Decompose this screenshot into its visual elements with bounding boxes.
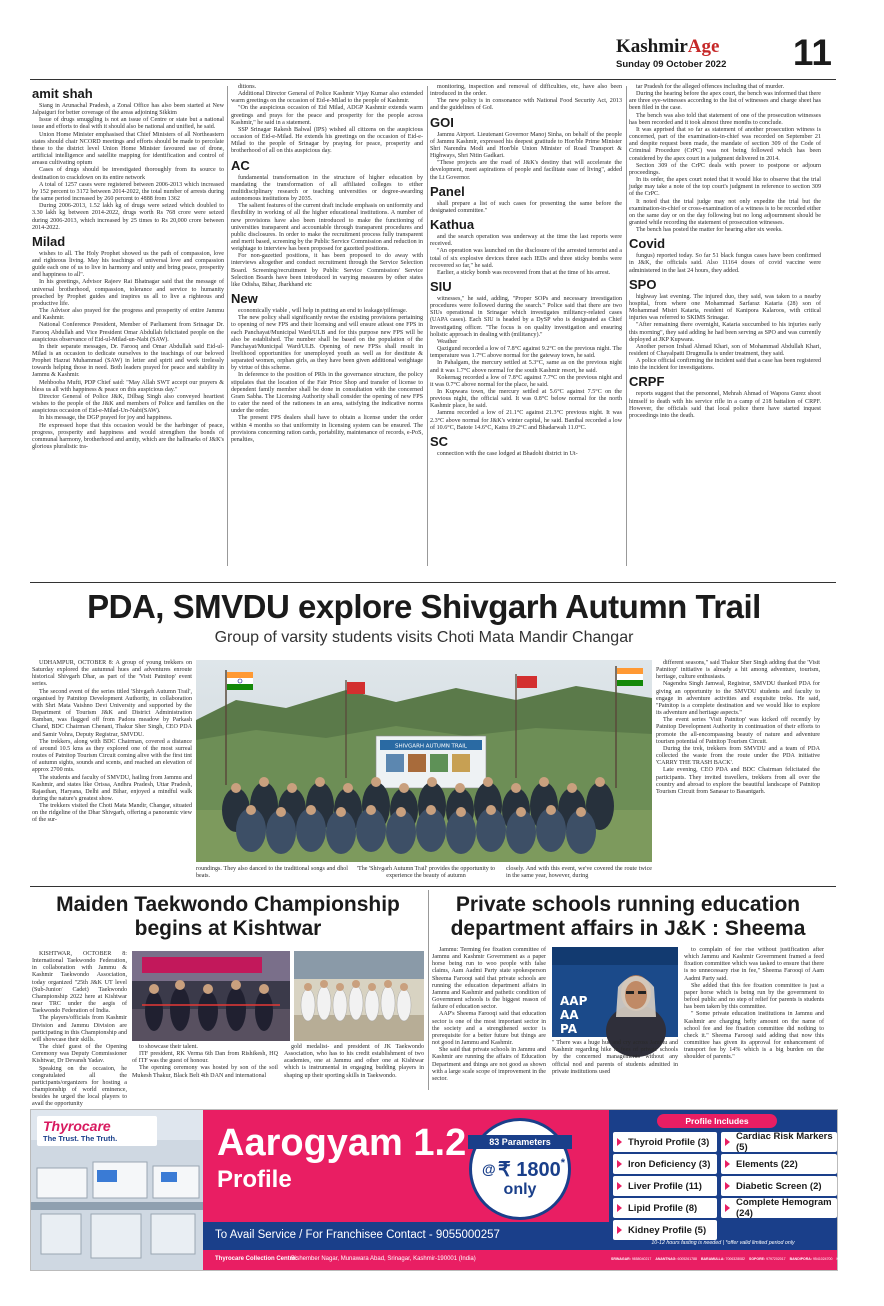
story2-headline-line2: begins at Kishtwar	[134, 917, 322, 940]
paragraph: In Kupwara town, the mercury settled at 5.6°C against 7.5°C on the previous night, the official said. It was 0.8°C below normal for the north Kashmir place, he said.	[430, 389, 622, 410]
paragraph: It noted that the trial judge may not only expedite the trial but the examination-in-chief or cross-examination of a witness is to be recorded either on the same day or on the day following but no long adjournment should be granted while recording the statement of prosecution witnesses.	[629, 198, 821, 226]
paragraph: The Advisor also prayed for the progress and prosperity of entire Jammu and Kashmir.	[32, 308, 224, 322]
paragraph: He expressed hope that this occasion would be the harbinger of peace, progress, prosperity and happiness and would strengthen the bonds of communal harmony, brotherhood and amity, which are the hallmarks of J&K's glorious pluralistic tra-	[32, 422, 224, 451]
paragraph: The new policy is in consonance with National Food Security Act, 2013 and the guidelines of GoI.	[430, 98, 622, 112]
masthead-rule	[30, 79, 836, 80]
banner-pa: PA	[560, 1022, 577, 1036]
branches-list	[611, 1257, 881, 1261]
paragraph: monitoring, inspection and removal of difficulties, etc, have also been introduced in the order.	[430, 84, 622, 98]
story2-photo-1	[132, 951, 290, 1041]
paragraph: SSP Srinagar Rakesh Balwal (IPS) wished all citizens on the auspicious occasion of Eid-e-Milad. He extends his greetings on the occasion of Eid-e-Milad to the people of Srinagar by praying for peace, prosperity and brotherhood of all on this auspicious day.	[231, 126, 423, 155]
ad-includes-panel	[609, 1110, 837, 1270]
section-rule-2	[30, 886, 836, 887]
paragraph: Siang in Arunachal Pradesh, a Zonal Office has also been started at New Jalpaiguri for better coverage of the areas adjoining Sikkim	[32, 103, 224, 117]
logo	[616, 36, 719, 58]
contact-bar	[203, 1222, 609, 1250]
section-heading: SPO	[629, 276, 657, 292]
paragraph: Weather	[437, 338, 458, 345]
branch-name: BARAMULLA:	[700, 1257, 725, 1261]
paragraph: different seasons," said Thakur Sher Singh adding that the 'Visit Patnitop' initiative is already a hit among adventure, tourism, heritage, culture enthusiasts.	[656, 660, 820, 681]
paragraph: In its order, the apex court noted that it would like to observe that the trial judge may take a note of the top court's judgment in reference to section 309 of the CrPC.	[629, 177, 821, 198]
paragraph: to showcase their talent.	[139, 1044, 198, 1050]
paragraph: fundamental transformation in the structure of higher education by mandating the transformation of all affiliated colleges to either multidisciplinary research or teaching universities or degree-awarding autonomous institutions by 2035.	[231, 174, 423, 203]
paragraph: Issue of drugs smuggling is not an issue of Centre or state but a national issue and efforts to deal with it should also be national and unified, he said.	[32, 117, 224, 131]
paragraph: economically viable , will help in putting an end to leakage/pilferage.	[238, 308, 408, 315]
thyrocare-logo	[37, 1116, 157, 1146]
section-heading: CRPF	[629, 374, 665, 390]
paragraph: The second event of the series titled 'Shivgarh Autumn Trail', organised by Patnitop Development Authority, in collaboration with Shri Mata Vaishno Devi University and supported by the Department of Tourism J&K and District Administration Ramban, was flagged off from Padora meadow by Parkash Chand, BDC Chairman Chenani, Thakur Sher Singh, CEO PDA and Samir Vohra, Deputy Registrar, SMVDU.	[32, 688, 192, 738]
profile-item-label: Lipid Profile (8)	[628, 1202, 698, 1214]
contact-text: To Avail Service / For Franchisee Contact - 9055000257	[215, 1229, 500, 1241]
story2-right-column	[284, 1044, 424, 1086]
profile-item	[721, 1176, 837, 1196]
section-heading: Kathua	[430, 217, 475, 233]
logo-age: Age	[687, 36, 720, 57]
paragraph: The new policy shall significantly revise the existing provisions pertaining to opening of new FPS and their licensing and will ensure atleast one FPS in each Panchayat/Municipal Ward/ULB and for this purpose new FPS will be also be established. The number shall be based on the population of the Panchayat/Municipal Ward/ULB. Opening of new FPSs shall result in livelihood opportunities for unemployed youth as well as for destitute & separated women, orphan girls, as they have been given additional weightage by virtue of this scheme.	[231, 315, 423, 372]
paragraph: shall prepare a list of such cases for presenting the same before the designated committee."	[430, 200, 622, 214]
price-value	[498, 1157, 565, 1182]
brand-tagline: The Trust. The Truth.	[43, 1134, 118, 1143]
story1-headline: PDA, SMVDU explore Shivgarh Autumn Trail	[87, 588, 761, 625]
branch-name: HYDERPORA:	[836, 1257, 860, 1261]
paragraph: "These projects are the road of J&K's destiny that will accelerate the development, meet aspirations of people and facilitate ease of living", added the Lt Governor.	[430, 160, 622, 181]
paragraph: Nagendra Singh Jamwal, Registrar, SMVDU thanked PDA for giving an opportunity to the SMVDU students and faculty to engage in adventure activities and exquisite treks. He said, "Patnitop is a complete destination and we would like to explore its adventure and heritage aspects."	[656, 681, 820, 717]
profile-item-label: Diabetic Screen (2)	[736, 1180, 822, 1192]
chevron-right-icon	[617, 1160, 622, 1168]
paragraph: Qazigund recorded a low of 7.8°C against 9.2°C on the previous night. The temperature was 1.7°C above normal for the gateway town, he said.	[430, 346, 622, 360]
paragraph: During 2006-2013, 1.52 lakh kg of drugs were seized which doubled to 3.30 lakh kg between 2014-2022, drugs worth Rs 768 crore were seized during 2006-2013, which increased by 25 times to Rs 20,000 crore between 2014-2022.	[32, 203, 224, 231]
story1-photo	[196, 660, 652, 862]
profile-item	[613, 1132, 717, 1152]
paragraph: The chief guest of the Opening Ceremony was Deputy Commissioner Kishtwar, Dr Devansh Yadav.	[32, 1044, 127, 1065]
section-heading: Panel	[430, 183, 465, 199]
story-divider	[428, 890, 429, 1090]
paragraph: fungus) reported today. So far 51 black fungus cases have been confirmed in J&K, the officials said. Also 11164 doses of covid vaccine were administered in the last 24 hours, they added.	[629, 253, 821, 274]
paragraph: reports suggest that the personnel, Mehrah Ahmad of Wapora Gurez shoot himself to death with his service rifle in a camp of 218 battalion of CRPF. However, the officials said that local police there have started inquest proceedings into the death.	[629, 391, 821, 419]
paragraph: ditions.	[238, 84, 257, 90]
story3-headline-line2: department affairs in J&K : Sheema	[450, 917, 806, 940]
paragraph: witnesses," he said, adding, "Proper SOPs and necessary investigation procedures were followed during the search." Police said that there are two SIUs operational in Srinagar which investigates militancy-related cases (UAPA cases). Each SIU is headed by a DySP who is designated as Chief Investigating officer. "The focus is on quality investigation and ensuring holistic approach in dealing with (militancy)."	[430, 295, 622, 338]
paragraph: It was apprised that so far as statement of another prosecution witness is concerned, part of the examination-in-chief was recorded on September 21 and despite request been made, the mandate of section 309 of the Code of Criminal Procedure (CrPC) was not being followed which has been considered by the apex court in a judgment delivered in 2014.	[629, 126, 821, 162]
profile-item	[721, 1198, 837, 1218]
address-line	[203, 1250, 609, 1270]
paragraph: The trekkers, along with BDC Chairman, covered a distance of around 10.5 kms as they explored one of the most surreal routes of Patnitop Tourism Circuit coming alive with the first tint of autumn sights, sounds and scents, and reached an elevation of approx 2700 mts.	[32, 738, 192, 774]
branch-name: ANANTNAG:	[655, 1257, 677, 1261]
story3-photo	[552, 947, 678, 1037]
story1-under-photo-1: roundings. They also danced to the traditional songs and dhol beats.	[196, 866, 348, 880]
chevron-right-icon	[725, 1138, 730, 1146]
branch-name: SRINAGAR:	[611, 1257, 631, 1261]
branches-bar	[609, 1250, 881, 1270]
logo-kashmir: Kashmir	[616, 36, 688, 57]
column-3	[430, 84, 622, 568]
story2-mid-column	[132, 1044, 278, 1086]
paragraph: Mehbooba Mufti, PDP Chief said: "May Allah SWT accept our prayers & bless us all with happiness & peace on this auspicious day."	[32, 379, 224, 393]
paragraph: gold medalist- and president of JK Taekwondo Association, who has to his credit establishment of two academies, one at Jammu and other one at Kishtwar which is instrumental in engaging budding players in shaping up their sporting skills in Taekwondo.	[284, 1044, 424, 1079]
paragraph: The event series 'Visit Patnitop' was kicked off recently by Patnitop Development Authority in continuation of their efforts to promote the all-encompassing beauty of nature and adventure tourism potential of Patnitop Tourism Circuit.	[656, 717, 820, 745]
col-sep-3	[626, 86, 627, 566]
page-number: 11	[792, 32, 832, 73]
section-heading: AC	[231, 157, 250, 173]
story3-right-column	[684, 947, 824, 1087]
paragraph: Another person Irshad Ahmad Khari, son of Mohammad Abdullah Khari, resident of Chayalpatti Drugmulla is under treatment, they said.	[629, 343, 821, 357]
branch-phone: 6005261788	[677, 1257, 697, 1261]
column-1	[32, 84, 224, 568]
taekwondo-opening-photo	[132, 951, 290, 1041]
paragraph: "After remaining there overnight, Kataria succumbed to his injuries early this morning", they said adding he had been serving as SPO and was currently deployed at JKP Kupwara.	[629, 322, 821, 343]
col-sep-2	[427, 86, 428, 566]
paragraph: The present FPS dealers shall have to obtain a license under the order within 4 months so that uniformity in licensing system can be ensured. The provisions concerning ration cards, portability, maintenance of records, e-PoS, penalties,	[231, 415, 423, 443]
section-heading: SIU	[430, 278, 452, 294]
profile-item-label: Liver Profile (11)	[628, 1180, 702, 1192]
profile-item-label: Iron Deficiency (3)	[628, 1158, 711, 1170]
branch-phone: 7006328082	[725, 1257, 745, 1261]
branch-phone: 9541024700	[812, 1257, 833, 1261]
story2-left-column	[32, 951, 127, 1108]
profile-item-label: Complete Hemogram (24)	[736, 1197, 832, 1219]
section-heading: SC	[430, 433, 449, 449]
chevron-right-icon	[725, 1204, 730, 1212]
paragraph: A total of 1257 cases were registered between 2006-2013 which increased by 152 percent to 3172 between 2014-2022, the total number of arrests during the same period increased by 260 percent to 4888 from 1362	[32, 181, 224, 203]
paragraph: Earlier, a sticky bomb was recovered from that at the time of his arrest.	[437, 269, 611, 276]
story1-subhead: Group of varsity students visits Choti Mata Mandir Changar	[214, 629, 634, 646]
section-rule-1	[30, 582, 836, 583]
profile-item	[613, 1220, 717, 1240]
ad-title: Aarogyam 1.2	[217, 1122, 467, 1164]
paragraph: Director General of Police J&K, Dilbag Singh also conveyed heartiest wishes to the people of the J&K and members of Police and families on the auspicious occasion of Eid-e-Milad-Un-Nabi(SAW).	[32, 393, 224, 415]
section-heading: Covid	[629, 236, 666, 252]
column-2	[231, 84, 423, 568]
story1-under-photo-3: closely. And with this event, we've covered the route twice in the same year, however, during	[506, 866, 652, 880]
paragraph: The players/officials from Kashmir Division and Jammu Division are participating in this Championship and will showcase their skills.	[32, 1015, 127, 1043]
banner-text: SHIVGARH AUTUMN TRAIL	[395, 743, 467, 750]
column-4	[629, 84, 821, 568]
story3-under-photo: " There was a huge hue and cry across Jammu and Kashmir regarding hike in fees of private schools by the concerned managements without any official nod and parents of students admitted in private institutions used	[552, 1040, 678, 1075]
paragraph: and the search operation was underway at the time the last reports were received.	[430, 234, 622, 248]
paragraph: AAP's Sheema Farooqi said that education sector is one of the most important sector in the society and a strengthened sector is prerequisite for a better future but things are not good in Jammu and Kashmir.	[432, 1011, 546, 1047]
ad-subtitle: Profile	[217, 1166, 292, 1193]
paragraph: Speaking on the occasion, he congratulated all the participants/organizers for hosting a championship of world eminence, besides he urged the local players to avail the opportunity	[32, 1065, 127, 1108]
story3-left-column	[432, 947, 546, 1087]
section-heading: New	[231, 291, 258, 307]
col-sep-1	[227, 86, 228, 566]
paragraph: highway last evening. The injured duo, they said, was taken to a nearby hospital, from where one Mohammad Sarfaraz Kataria (28) son of Mohammad Mistri Kataria, resident of Kanipora Kalaroos, with critical injuries was referred to SKIMS Srinagar.	[629, 293, 821, 322]
story1-photo-caption: 'The 'Shivgarh Autumn Trail' provides the opportunity to experience the beauty of autumn	[356, 866, 496, 880]
paragraph: The trekkers visited the Choti Mata Mandir, Changar, situated on the ridgeline of the Dhar Shivgarh, offering a panoramic view of the sur-	[32, 803, 192, 824]
paragraph: Jammu: Terming fee fixation committee of Jammu and Kashmir Government as a paper horse being run to woo people with false claims, Aam Aadmi Party state spokesperson Sheema Farooqi said that private schools are running the education department affairs in Jammu and Kashmir and pathetic condition of Government schools is the biggest reason of failure of education sector.	[432, 947, 546, 1011]
ad-lab-photo	[31, 1110, 203, 1270]
chevron-right-icon	[617, 1182, 622, 1190]
banner-aap: AAP	[560, 994, 588, 1008]
profile-item-label: Kidney Profile (5)	[628, 1224, 707, 1236]
branch-phone: 7006262480	[860, 1257, 881, 1261]
paragraph: Additional Director General of Police Kashmir Vijay Kumar also extended warm greetings on the occasion of Eid-e-Milad to the people of Kashmir.	[231, 91, 423, 105]
paragraph: tar Pradesh for the alleged offences including that of murder.	[636, 84, 785, 90]
profile-item-label: Thyroid Profile (3)	[628, 1136, 710, 1148]
includes-title: Profile Includes	[657, 1114, 777, 1128]
paragraph: She added that this fee fixation committee is just a paper horse which is being run by the government to befool public and no step of relief for parents is students has been taken by this committee.	[684, 982, 824, 1011]
thyrocare-ad	[30, 1109, 881, 1271]
profile-item-label: Cardiac Risk Markers (5)	[736, 1131, 833, 1153]
branch-phone: 9858040217	[631, 1257, 652, 1261]
ad-main-panel	[203, 1110, 609, 1270]
price-badge	[469, 1118, 571, 1220]
story2-headline-line1: Maiden Taekwondo Championship	[56, 893, 400, 916]
profile-item	[613, 1154, 717, 1174]
includes-right-list	[721, 1132, 837, 1220]
profile-item	[721, 1132, 837, 1152]
paragraph: Late evening, CEO PDA and BDC Chairman felicitated the participants. They invited travellers, trekkers from all over the country and abroad to explore the beautiful landscape of Patnitop Tourism Circuit from Sanasar to Basantgarh.	[656, 767, 820, 795]
paragraph: The salient features of the current draft include emphasis on uniformity and flexibility in working of all the higher educational institutions. A number of new provisions have also been introduced to make the functioning of universities transparent and accountable through transparent procedures and public disclosures. In order to make the recruitment process fully transparent and merit based, screening by the Public Service Commission and reduction in weightage to interview has been proposed for gazetted positions.	[231, 203, 423, 253]
chevron-right-icon	[617, 1226, 622, 1234]
paragraph: National Conference President, Member of Parliament from Srinagar Dr. Farooq Abdullah and Vice President Omar Abdullah felicitated people on the auspicious observance of Eid-ul-Milad-un-Nabi (SAW).	[32, 322, 224, 343]
banner-aa: AA	[560, 1008, 579, 1022]
paragraph: The bench was also told that statement of one of the prosecution witnesses has been recorded and it took almost three months to conclude.	[629, 112, 821, 126]
paragraph: Section 309 of the CrPC deals with power to postpone or adjourn proceedings.	[629, 162, 821, 176]
paragraph: Jammu recorded a low of 21.1°C against 21.3°C previous night. It was 2.3°C above normal for J&K's winter capital, he said. Banihal recorded a low of 10.6°C, Batote 14.6°C, Katra 19.2°C and Bhadarwah 11.0°C.	[430, 410, 622, 431]
parameters-label: 83 Parameters	[468, 1135, 572, 1149]
brand-name: Thyrocare	[43, 1118, 111, 1134]
paragraph: " Some private education institutions in Jammu and Kashmir are charging hefty amount on the name of school fee and fee fixation committee did nothing to check it." Sheema Farooqi said adding that now this committee has given its approval for enhancement of transport fee by 14% which is a big burden on the shoulder of parents."	[684, 1011, 824, 1061]
masthead	[608, 32, 838, 76]
fasting-note: 10-12 hours fasting is needed | *offer valid limited period only	[651, 1240, 795, 1246]
profile-item	[613, 1176, 717, 1196]
profile-item	[613, 1198, 717, 1218]
branch-name: SOPORE:	[748, 1257, 766, 1261]
paragraph: The bench has posted the matter for hearing after six weeks.	[636, 227, 783, 234]
paragraph: to complain of fee rise without justification after which Jammu and Kashmir Government framed a feed fixation committee which was tasked to ensure that there is no unnecessary rise in fee," Sheema Farooqi of Aam Aadmi Party said.	[684, 947, 824, 982]
address-label: Thyrocare Collection Centre:	[215, 1256, 298, 1262]
address-text: Bishember Nagar, Munawara Abad, Srinagar, Kashmir-190001 (India)	[291, 1256, 476, 1262]
paragraph: The opening ceremony was hosted by son of the soil Mukesh Thakur, Black Belt 4th DAN and international	[132, 1065, 278, 1079]
profile-item-label: Elements (22)	[736, 1158, 798, 1170]
paragraph: Union Home Minister emphasised that Chief Ministers of all Northeastern states should chair NCORD meetings and efforts should be made to percolate these to the district level Union Home Minister favoured use of drone, artificial intelligence and satellite mapping for identification and control of areasu cultivating opium	[32, 131, 224, 167]
section-heading: GOI	[430, 114, 454, 130]
paragraph: For non-gazetted positions, it has been proposed to do away with interviews altogether and conduct recruitment through the Service Selection Board. Screening/recruitment by Public Service Commission/ Service Selection Boards have been introduced in varying measures by other states like Odisha, Bihar, Jharkhand etc	[231, 253, 423, 288]
story1-left-column	[32, 660, 192, 880]
chevron-right-icon	[725, 1160, 730, 1168]
paragraph: The students and faculty of SMVDU, hailing from Jammu and Kashmir, and states like Orissa, Andhra Pradesh, Uttar Pradesh, Rajasthan, Haryana, Delhi and Bihar, enjoyed a mindful walk during the nature's greatest show.	[32, 774, 192, 802]
issue-date: Sunday 09 October 2022	[616, 59, 727, 70]
price-only: only	[503, 1181, 537, 1198]
paragraph: In his greetings, Advisor Rajeev Rai Bhatnagar said that the message of universal brotherhood, compassion, tolerance and service to humanity preached by Prophet guides and inspires us all to live a righteous and productive life.	[32, 279, 224, 307]
paragraph: In deference to the position of PRIs in the governance structure, the policy stipulates that the location of the Fair Price Shop and transfer of license to dependent family member shall be done in consultation with the concerned Gram Sabha. The Licensing Authority shall consider the opening of new FPS to cater the need of the rationees in an area, satisfying the indicative norms under the order.	[231, 372, 423, 415]
taekwondo-players-photo	[294, 951, 424, 1041]
chevron-right-icon	[617, 1204, 622, 1212]
section-heading: amit shah	[32, 86, 93, 101]
price-amount: ₹ 1800	[498, 1159, 561, 1181]
speaker-photo	[552, 947, 678, 1037]
paragraph: During the hearing before the apex court, the bench was informed that there are three eye-witnesses according to the list of witnesses and charge sheet has been filed in the case.	[629, 91, 821, 112]
profile-item	[721, 1154, 837, 1174]
price-at: @	[482, 1161, 496, 1177]
paragraph: Kokernag recorded a low of 7.8°C against 7.7°C on the previous night and it was 0.7°C above normal for the place, he said.	[430, 374, 622, 388]
branch-name: BANDIPORA:	[789, 1257, 812, 1261]
chevron-right-icon	[617, 1138, 622, 1146]
paragraph: In Pahalgam, the mercury settled at 5.3°C, same as on the previous night and it was 1.7°C above normal for the south Kashmir resort, he said.	[430, 360, 622, 374]
paragraph: KISHTWAR, OCTOBER 8: International Taekwondo Federation, in collaboration with Jammu & Kashmir Taekwondo Association, today organized "25th J&K UT level (Sub-Junior/ Cadet) Taekwondo Championship 2022 here at Kishtwar near TRC under the aegis of Taekwondo Federation of India.	[32, 951, 127, 1015]
trekkers-group-photo	[196, 660, 652, 862]
paragraph: Cases of drugs should be investigated thoroughly from its source to destination to crackdown on its entire network	[32, 167, 224, 181]
includes-left-list	[613, 1132, 717, 1242]
paragraph: wishes to all. The Holy Prophet showed us the path of compassion, love and righteous living. May his teachings of universal love and compassion guide each one of us to live in harmony and unity and bring peace, prosperity and happiness to all".	[32, 250, 224, 279]
story2-photo-2	[294, 951, 424, 1041]
paragraph: connection with the case lodged at Bhadohi district in Ut-	[437, 450, 578, 457]
paragraph: In his message, the DGP prayed for joy and happiness.	[39, 415, 173, 422]
story1-right-column	[656, 660, 820, 882]
branch-phone: 9797202017	[766, 1257, 786, 1261]
paragraph: "An operation was launched on the disclosure of the arrested terrorist and a total of six explosive devices three each IEDs and three sticky bombs were recovered so far," he said.	[430, 248, 622, 269]
paragraph: A police official confirming the incident said that a case has been registered into the incident for investigations.	[629, 358, 821, 372]
section-heading: Milad	[32, 233, 66, 249]
paragraph: During the trek, trekkers from SMVDU and a team of PDA collected the waste from the route under the PDA initiative 'CARRY THE TRASH BACK'.	[656, 745, 820, 767]
paragraph: "On the auspicious occasion of Eid Milad, ADGP Kashmir extends warm greetings and prays for the peace and prosperity for the people across Kashmir," he said in a statement.	[231, 105, 423, 126]
chevron-right-icon	[725, 1182, 730, 1190]
paragraph: Jammu Airport. Lieutenant Governor Manoj Sinha, on behalf of the people of Jammu Kashmir, expressed his deepest gratitude to Hon'ble Prime Minister Shri Narendra Modi and Hon'ble Union Minister of Road Transport & Highways, Shri Nitin Gadkari.	[430, 131, 622, 160]
paragraph: In their separate messages, Dr. Farooq and Omar Abdullah said Eid-ul-Milad is an occasion to dedicate ourselves to the teachings of our beloved Prophet Hazrat Muhammad (SAW) in letter and spirit and work tirelessly towards helping those in need. Both leaders prayed for peace and stability in Jammu & Kashmir.	[32, 343, 224, 379]
story3-headline-line1: Private schools running education	[455, 893, 801, 916]
paragraph: UDHAMPUR, OCTOBER 8: A group of young trekkers on Saturday explored the autumnal hues and adventures enroute historical Shivgarh Dhar, as part of the 'Visit Patnitop' event series.	[32, 660, 192, 688]
price-asterisk: *	[560, 1157, 566, 1169]
paragraph: ITF president, RK Verma 6th Dan from Rishikesh, HQ of ITF was the guest of honour.	[132, 1051, 278, 1065]
paragraph: She said that private schools in Jammu and Kashmir are running the affairs of Education Department and things are not good as shown with a large scale scope of improvement in the sector.	[432, 1047, 546, 1082]
